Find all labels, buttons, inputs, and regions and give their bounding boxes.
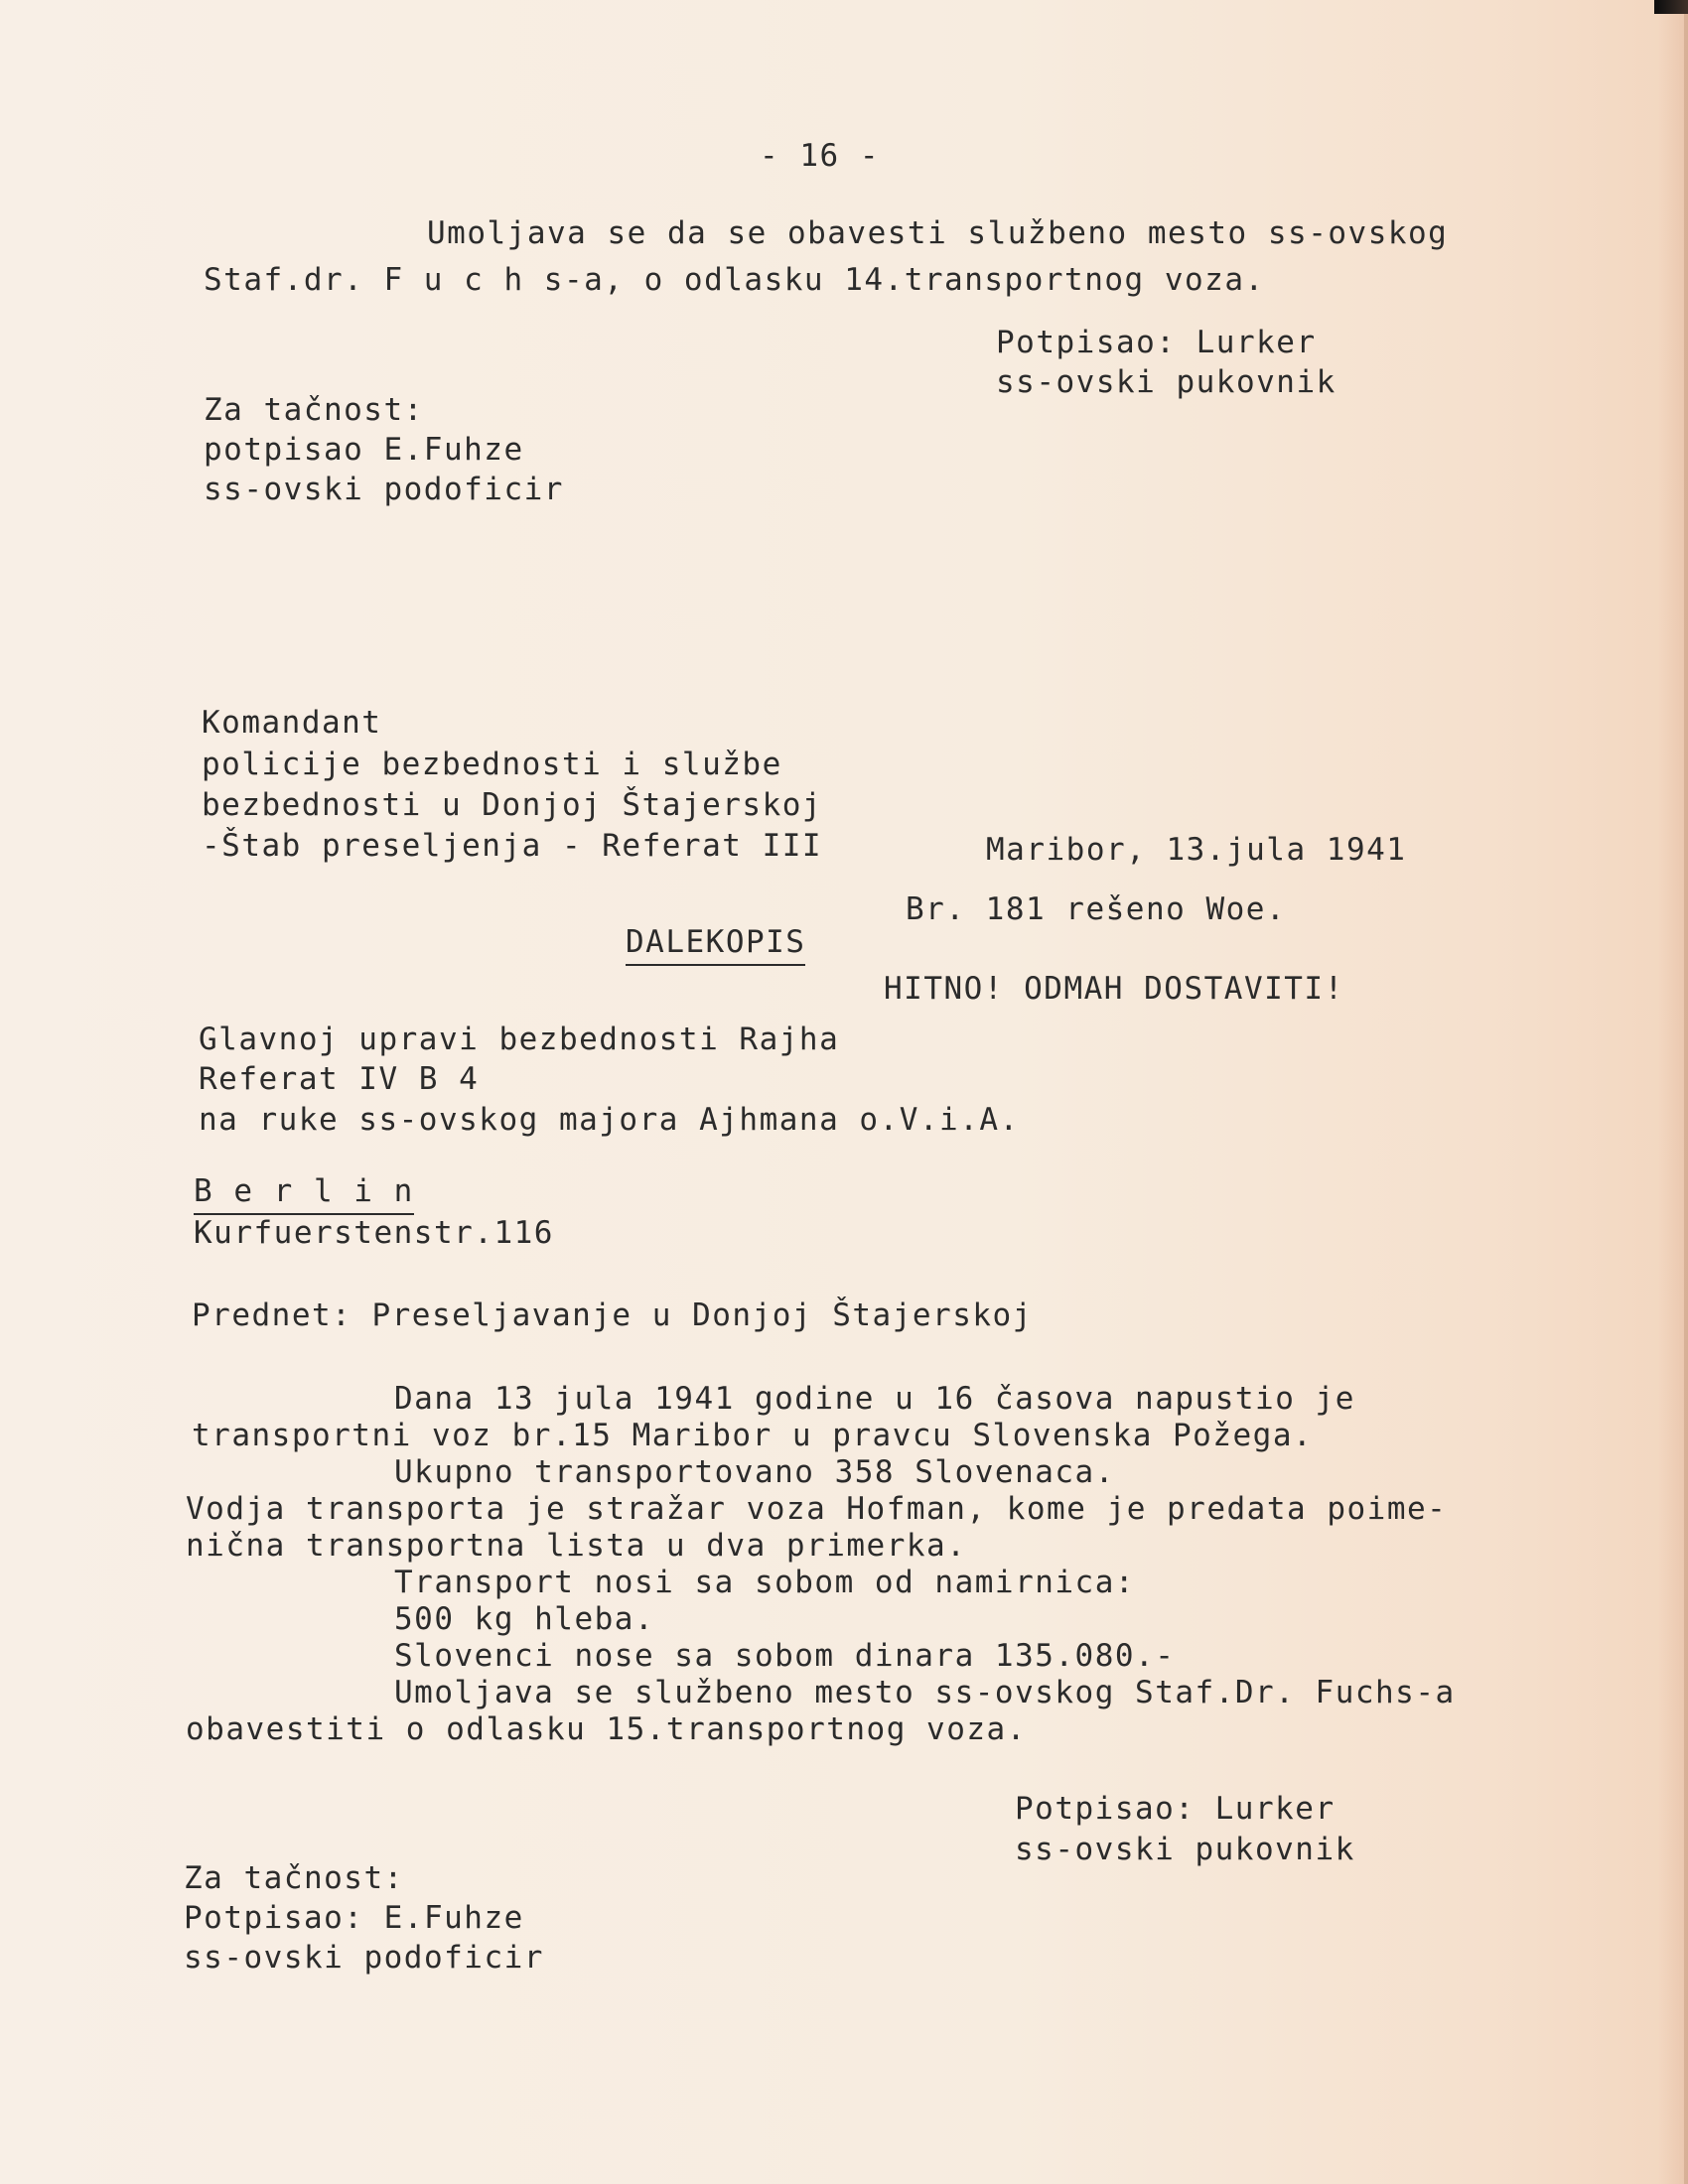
reference-number: Br. 181 rešeno Woe. <box>906 891 1287 927</box>
body-line-10: obavestiti o odlasku 15.transportnog voza. <box>186 1711 1027 1747</box>
recipient-line1: Glavnoj upravi bezbednosti Rajha <box>199 1022 840 1057</box>
urgent-notice: HITNO! ODMAH DOSTAVITI! <box>884 971 1344 1007</box>
block2-signature-name: Potpisao: Lurker <box>1015 1791 1336 1827</box>
place-date: Maribor, 13.jula 1941 <box>986 832 1407 868</box>
recipient-line2: Referat IV B 4 <box>199 1061 480 1097</box>
recipient-street: Kurfuerstenstr.116 <box>194 1215 554 1251</box>
recipient-line3: na ruke ss-ovskog majora Ajhmana o.V.i.A. <box>199 1102 1020 1138</box>
body-line-9: Umoljava se službeno mesto ss-ovskog Staf.Dr. Fuchs-a <box>394 1675 1456 1710</box>
body-line-5: nična transportna lista u dva primerka. <box>186 1528 967 1564</box>
page-number: - 16 - <box>760 138 880 174</box>
body-line-2: transportni voz br.15 Maribor u pravcu Slovenska Požega. <box>192 1418 1314 1453</box>
block1-line2: Staf.dr. F u c h s-a, o odlasku 14.transportnog voza. <box>204 262 1265 298</box>
body-line-8: Slovenci nose sa sobom dinara 135.080.- <box>394 1638 1176 1674</box>
block1-accuracy-label: Za tačnost: <box>204 392 424 428</box>
block2-accuracy-label: Za tačnost: <box>184 1860 404 1896</box>
block2-accuracy-name: Potpisao: E.Fuhze <box>184 1900 524 1936</box>
body-line-7: 500 kg hleba. <box>394 1601 655 1637</box>
block1-accuracy-name: potpisao E.Fuhze <box>204 432 524 468</box>
block2-signature-rank: ss-ovski pukovnik <box>1015 1832 1355 1867</box>
recipient-city: B e r l i n <box>194 1171 414 1215</box>
sender-line2: policije bezbednosti i službe <box>202 747 782 782</box>
body-line-1: Dana 13 jula 1941 godine u 16 časova napustio je <box>394 1381 1355 1417</box>
body-line-4: Vodja transporta je stražar voza Hofman, kome je predata poime- <box>186 1491 1448 1527</box>
sender-line4: -Štab preseljenja - Referat III <box>202 828 823 864</box>
body-line-6: Transport nosi sa sobom od namirnica: <box>394 1565 1136 1600</box>
block1-signature-name: Potpisao: Lurker <box>996 325 1317 360</box>
body-line-3: Ukupno transportovano 358 Slovenaca. <box>394 1454 1115 1490</box>
block1-accuracy-rank: ss-ovski podoficir <box>204 472 564 507</box>
block1-line1: Umoljava se da se obavesti službeno mesto ss-ovskog <box>427 215 1449 251</box>
sender-line3: bezbednosti u Donjoj Štajerskoj <box>202 787 823 823</box>
page-edge-shadow <box>1684 14 1688 2184</box>
subject-line: Prednet: Preseljavanje u Donjoj Štajerskoj <box>192 1297 1033 1333</box>
block1-signature-rank: ss-ovski pukovnik <box>996 364 1336 400</box>
document-type-heading: DALEKOPIS <box>626 922 805 966</box>
sender-line1: Komandant <box>202 705 382 741</box>
scan-corner-mark <box>1654 0 1688 14</box>
block2-accuracy-rank: ss-ovski podoficir <box>184 1940 544 1976</box>
